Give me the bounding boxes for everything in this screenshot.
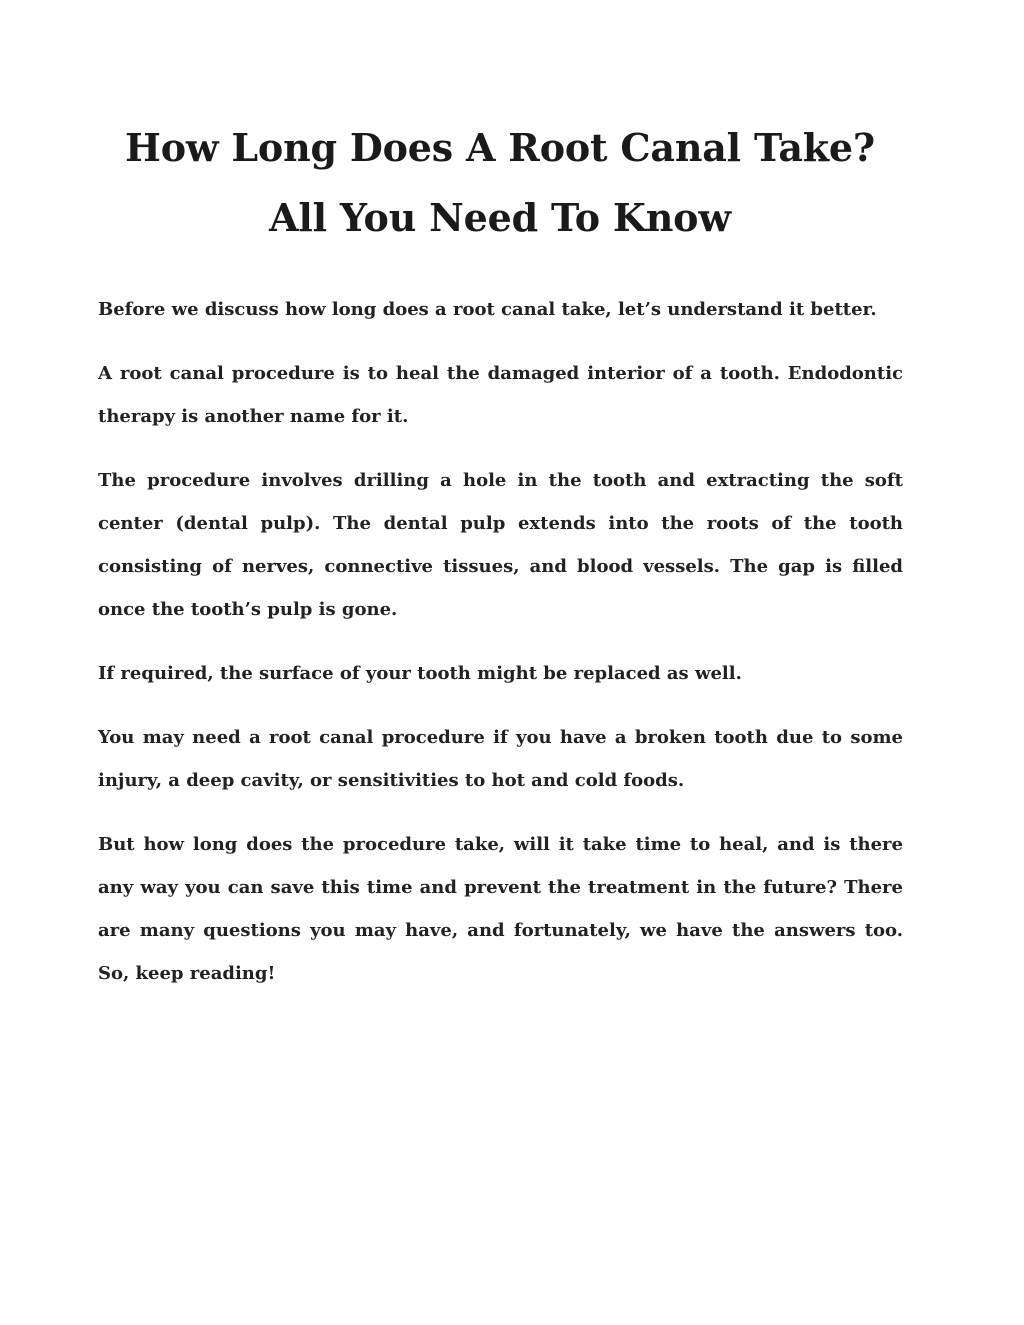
paragraph-intro: Before we discuss how long does a root canal take, let’s understand it better. bbox=[98, 299, 877, 320]
paragraph-questions: But how long does the procedure take, will it take time to heal, and is there any way you can save this time and prevent the treatment in the future? There are many questions you may have, and fortunately, we have the answers too. So, keep reading! bbox=[98, 834, 903, 984]
article-body bbox=[98, 288, 903, 1016]
paragraph-surface: If required, the surface of your tooth might be replaced as well. bbox=[98, 663, 742, 684]
title-line-1: How Long Does A Root Canal Take? bbox=[125, 125, 875, 170]
page-title bbox=[60, 113, 940, 253]
paragraph-definition: A root canal procedure is to heal the damaged interior of a tooth. Endodontic therapy is another name for it. bbox=[98, 363, 903, 427]
paragraph-reasons: You may need a root canal procedure if you have a broken tooth due to some injury, a deep cavity, or sensitivities to hot and cold foods. bbox=[98, 727, 903, 791]
title-line-2: All You Need To Know bbox=[269, 195, 731, 240]
paragraph-procedure: The procedure involves drilling a hole in the tooth and extracting the soft center (dental pulp). The dental pulp extends into the roots of the tooth consisting of nerves, connective tissues, and blood vessels. The gap is filled once the tooth’s pulp is gone. bbox=[98, 470, 903, 620]
